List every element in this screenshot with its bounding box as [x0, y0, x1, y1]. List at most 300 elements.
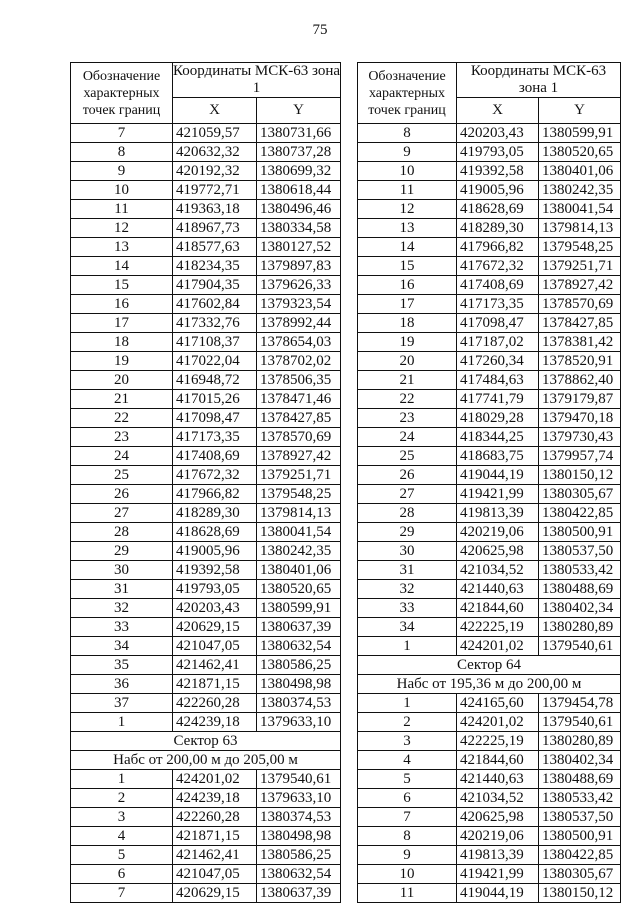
y-cell: 1379540,61 — [539, 713, 621, 732]
x-cell: 417108,37 — [173, 333, 257, 352]
x-cell: 420192,32 — [173, 162, 257, 181]
x-cell: 422225,19 — [457, 732, 539, 751]
y-cell: 1378992,44 — [257, 314, 341, 333]
y-cell: 1379179,87 — [539, 390, 621, 409]
table-row — [71, 295, 341, 314]
section-row — [358, 675, 621, 694]
y-cell: 1379548,25 — [257, 485, 341, 504]
table-row — [71, 181, 341, 200]
y-cell: 1380737,28 — [257, 143, 341, 162]
table-row — [358, 276, 621, 295]
header-designation: Обозначение характерных точек границ — [358, 63, 457, 124]
x-cell: 417260,34 — [457, 352, 539, 371]
table-row — [71, 694, 341, 713]
table-row — [71, 599, 341, 618]
y-cell: 1380401,06 — [257, 561, 341, 580]
y-cell: 1380498,98 — [257, 675, 341, 694]
x-cell: 417015,26 — [173, 390, 257, 409]
y-cell: 1378570,69 — [539, 295, 621, 314]
table-row — [71, 789, 341, 808]
point-cell: 29 — [358, 523, 457, 542]
point-cell: 20 — [71, 371, 173, 390]
x-cell: 421047,05 — [173, 865, 257, 884]
point-cell: 10 — [71, 181, 173, 200]
header-coordinates: Координаты МСК-63 зона 1 — [457, 63, 621, 98]
table-row — [358, 314, 621, 333]
x-cell: 421034,52 — [457, 561, 539, 580]
y-cell: 1380520,65 — [539, 143, 621, 162]
y-cell: 1380041,54 — [539, 200, 621, 219]
point-cell: 23 — [358, 409, 457, 428]
point-cell: 18 — [358, 314, 457, 333]
table-row — [71, 447, 341, 466]
point-cell: 14 — [358, 238, 457, 257]
table-row — [358, 694, 621, 713]
point-cell: 15 — [71, 276, 173, 295]
x-cell: 421462,41 — [173, 846, 257, 865]
table-row — [71, 827, 341, 846]
y-cell: 1379633,10 — [257, 789, 341, 808]
section-row — [71, 732, 341, 751]
table-row — [71, 846, 341, 865]
page-number: 75 — [312, 22, 328, 38]
y-cell: 1380305,67 — [539, 485, 621, 504]
point-cell: 1 — [71, 770, 173, 789]
coordinates-table-left — [70, 62, 341, 903]
x-cell: 422260,28 — [173, 694, 257, 713]
x-cell: 420629,15 — [173, 884, 257, 903]
x-cell: 417484,63 — [457, 371, 539, 390]
y-cell: 1380599,91 — [257, 599, 341, 618]
table-row — [71, 504, 341, 523]
table-row — [358, 808, 621, 827]
table-row — [358, 295, 621, 314]
point-cell: 8 — [71, 143, 173, 162]
y-cell: 1379540,61 — [257, 770, 341, 789]
table-row — [71, 808, 341, 827]
x-cell: 421440,63 — [457, 770, 539, 789]
x-cell: 420629,15 — [173, 618, 257, 637]
point-cell: 11 — [358, 181, 457, 200]
y-cell: 1378862,40 — [539, 371, 621, 390]
table-row — [358, 884, 621, 903]
point-cell: 1 — [358, 637, 457, 656]
point-cell: 9 — [358, 846, 457, 865]
y-cell: 1378520,91 — [539, 352, 621, 371]
point-cell: 18 — [71, 333, 173, 352]
table-body-left — [71, 124, 341, 903]
y-cell: 1378506,35 — [257, 371, 341, 390]
table-row — [71, 865, 341, 884]
table-row — [358, 732, 621, 751]
table-row — [71, 466, 341, 485]
x-cell: 419421,99 — [457, 865, 539, 884]
x-cell: 421844,60 — [457, 599, 539, 618]
point-cell: 26 — [71, 485, 173, 504]
table-row — [71, 371, 341, 390]
table-row — [358, 124, 621, 143]
point-cell: 14 — [71, 257, 173, 276]
section-row — [71, 751, 341, 770]
point-cell: 11 — [71, 200, 173, 219]
point-cell: 37 — [71, 694, 173, 713]
table-row — [358, 618, 621, 637]
point-cell: 10 — [358, 162, 457, 181]
x-cell: 421871,15 — [173, 827, 257, 846]
y-cell: 1380731,66 — [257, 124, 341, 143]
section-row — [358, 656, 621, 675]
y-cell: 1380500,91 — [539, 523, 621, 542]
table-row — [358, 751, 621, 770]
point-cell: 36 — [71, 675, 173, 694]
x-cell: 424201,02 — [457, 713, 539, 732]
x-cell: 419392,58 — [457, 162, 539, 181]
y-cell: 1380150,12 — [539, 466, 621, 485]
table-row — [358, 504, 621, 523]
table-row — [358, 333, 621, 352]
table-row — [71, 257, 341, 276]
point-cell: 17 — [71, 314, 173, 333]
y-cell: 1380422,85 — [539, 846, 621, 865]
x-cell: 421059,57 — [173, 124, 257, 143]
y-cell: 1380500,91 — [539, 827, 621, 846]
header-y: Y — [539, 98, 621, 124]
point-cell: 8 — [358, 124, 457, 143]
x-cell: 421440,63 — [457, 580, 539, 599]
y-cell: 1379251,71 — [257, 466, 341, 485]
table-row — [71, 124, 341, 143]
table-row — [71, 143, 341, 162]
y-cell: 1380402,34 — [539, 599, 621, 618]
y-cell: 1380374,53 — [257, 694, 341, 713]
table-row — [358, 865, 621, 884]
y-cell: 1379633,10 — [257, 713, 341, 732]
table-row — [358, 523, 621, 542]
point-cell: 15 — [358, 257, 457, 276]
y-cell: 1379470,18 — [539, 409, 621, 428]
y-cell: 1379897,83 — [257, 257, 341, 276]
point-cell: 23 — [71, 428, 173, 447]
point-cell: 7 — [71, 124, 173, 143]
point-cell: 12 — [358, 200, 457, 219]
table-row — [71, 428, 341, 447]
x-cell: 417187,02 — [457, 333, 539, 352]
table-row — [358, 485, 621, 504]
table-row — [71, 542, 341, 561]
x-cell: 421462,41 — [173, 656, 257, 675]
table-row — [358, 466, 621, 485]
x-cell: 417408,69 — [457, 276, 539, 295]
point-cell: 5 — [358, 770, 457, 789]
x-cell: 417672,32 — [173, 466, 257, 485]
point-cell: 25 — [358, 447, 457, 466]
point-cell: 33 — [358, 599, 457, 618]
point-cell: 25 — [71, 466, 173, 485]
table-row — [71, 333, 341, 352]
y-cell: 1379626,33 — [257, 276, 341, 295]
table-row — [71, 656, 341, 675]
x-cell: 419793,05 — [457, 143, 539, 162]
point-cell: 21 — [71, 390, 173, 409]
header-coordinates: Координаты МСК-63 зона 1 — [173, 63, 341, 96]
table-row — [358, 599, 621, 618]
x-cell: 422260,28 — [173, 808, 257, 827]
table-row — [358, 637, 621, 656]
point-cell: 24 — [71, 447, 173, 466]
point-cell: 4 — [71, 827, 173, 846]
point-cell: 17 — [358, 295, 457, 314]
table-row — [71, 352, 341, 371]
point-cell: 27 — [71, 504, 173, 523]
y-cell: 1378927,42 — [539, 276, 621, 295]
y-cell: 1380150,12 — [539, 884, 621, 903]
y-cell: 1378471,46 — [257, 390, 341, 409]
x-cell: 424165,60 — [457, 694, 539, 713]
y-cell: 1378654,03 — [257, 333, 341, 352]
point-cell: 29 — [71, 542, 173, 561]
point-cell: 21 — [358, 371, 457, 390]
x-cell: 417408,69 — [173, 447, 257, 466]
table-row — [358, 371, 621, 390]
point-cell: 27 — [358, 485, 457, 504]
point-cell: 16 — [71, 295, 173, 314]
y-cell: 1380632,54 — [257, 865, 341, 884]
table-row — [71, 884, 341, 903]
y-cell: 1379814,13 — [257, 504, 341, 523]
y-cell: 1380488,69 — [539, 580, 621, 599]
x-cell: 420219,06 — [457, 827, 539, 846]
y-cell: 1380401,06 — [539, 162, 621, 181]
table-row — [71, 580, 341, 599]
x-cell: 419005,96 — [173, 542, 257, 561]
y-cell: 1378570,69 — [257, 428, 341, 447]
point-cell: 6 — [71, 865, 173, 884]
x-cell: 418289,30 — [173, 504, 257, 523]
table-row — [358, 770, 621, 789]
y-cell: 1378381,42 — [539, 333, 621, 352]
y-cell: 1380637,39 — [257, 618, 341, 637]
table-row — [358, 162, 621, 181]
y-cell: 1380334,58 — [257, 219, 341, 238]
point-cell: 3 — [358, 732, 457, 751]
y-cell: 1380242,35 — [539, 181, 621, 200]
x-cell: 417022,04 — [173, 352, 257, 371]
point-cell: 24 — [358, 428, 457, 447]
header-x: X — [173, 98, 257, 124]
point-cell: 1 — [71, 713, 173, 732]
coordinates-table-right — [357, 62, 621, 903]
point-cell: 7 — [71, 884, 173, 903]
x-cell: 418628,69 — [457, 200, 539, 219]
point-cell: 30 — [358, 542, 457, 561]
x-cell: 420625,98 — [457, 808, 539, 827]
x-cell: 420203,43 — [457, 124, 539, 143]
x-cell: 420219,06 — [457, 523, 539, 542]
x-cell: 419005,96 — [457, 181, 539, 200]
table-row — [358, 789, 621, 808]
point-cell: 28 — [71, 523, 173, 542]
table-row — [358, 580, 621, 599]
point-cell: 35 — [71, 656, 173, 675]
y-cell: 1380488,69 — [539, 770, 621, 789]
x-cell: 417672,32 — [457, 257, 539, 276]
table-row — [358, 428, 621, 447]
table-row — [71, 713, 341, 732]
x-cell: 420625,98 — [457, 542, 539, 561]
section-title: Набс от 195,36 м до 200,00 м — [358, 675, 621, 694]
section-title: Сектор 63 — [71, 732, 341, 751]
x-cell: 418628,69 — [173, 523, 257, 542]
y-cell: 1380242,35 — [257, 542, 341, 561]
table-row — [358, 713, 621, 732]
x-cell: 420632,32 — [173, 143, 257, 162]
y-cell: 1378702,02 — [257, 352, 341, 371]
table-row — [358, 846, 621, 865]
y-cell: 1378927,42 — [257, 447, 341, 466]
header-x: X — [457, 98, 539, 124]
table-row — [358, 561, 621, 580]
x-cell: 419044,19 — [457, 884, 539, 903]
table-row — [358, 447, 621, 466]
x-cell: 417904,35 — [173, 276, 257, 295]
point-cell: 28 — [358, 504, 457, 523]
table-row — [71, 238, 341, 257]
x-cell: 419392,58 — [173, 561, 257, 580]
y-cell: 1380533,42 — [539, 789, 621, 808]
y-cell: 1380699,32 — [257, 162, 341, 181]
point-cell: 31 — [358, 561, 457, 580]
x-cell: 417098,47 — [457, 314, 539, 333]
point-cell: 11 — [358, 884, 457, 903]
x-cell: 424201,02 — [457, 637, 539, 656]
y-cell: 1380637,39 — [257, 884, 341, 903]
x-cell: 419363,18 — [173, 200, 257, 219]
y-cell: 1380041,54 — [257, 523, 341, 542]
y-cell: 1380280,89 — [539, 618, 621, 637]
x-cell: 417332,76 — [173, 314, 257, 333]
point-cell: 34 — [71, 637, 173, 656]
x-cell: 418683,75 — [457, 447, 539, 466]
x-cell: 418344,25 — [457, 428, 539, 447]
y-cell: 1379251,71 — [539, 257, 621, 276]
table-row — [358, 390, 621, 409]
table-row — [358, 827, 621, 846]
point-cell: 20 — [358, 352, 457, 371]
x-cell: 417173,35 — [173, 428, 257, 447]
table-row — [71, 409, 341, 428]
table-row — [71, 276, 341, 295]
table-row — [71, 219, 341, 238]
y-cell: 1380496,46 — [257, 200, 341, 219]
x-cell: 421844,60 — [457, 751, 539, 770]
table-row — [71, 485, 341, 504]
x-cell: 418967,73 — [173, 219, 257, 238]
x-cell: 424239,18 — [173, 789, 257, 808]
table-row — [358, 409, 621, 428]
point-cell: 1 — [358, 694, 457, 713]
point-cell: 32 — [71, 599, 173, 618]
table-row — [358, 143, 621, 162]
point-cell: 13 — [358, 219, 457, 238]
y-cell: 1380498,98 — [257, 827, 341, 846]
x-cell: 420203,43 — [173, 599, 257, 618]
y-cell: 1378427,85 — [539, 314, 621, 333]
x-cell: 417098,47 — [173, 409, 257, 428]
table-row — [358, 219, 621, 238]
point-cell: 2 — [71, 789, 173, 808]
point-cell: 32 — [358, 580, 457, 599]
y-cell: 1380520,65 — [257, 580, 341, 599]
section-title: Набс от 200,00 м до 205,00 м — [71, 751, 341, 770]
point-cell: 9 — [358, 143, 457, 162]
point-cell: 5 — [71, 846, 173, 865]
y-cell: 1380586,25 — [257, 846, 341, 865]
table-row — [71, 162, 341, 181]
y-cell: 1378427,85 — [257, 409, 341, 428]
table-row — [358, 200, 621, 219]
x-cell: 416948,72 — [173, 371, 257, 390]
y-cell: 1380533,42 — [539, 561, 621, 580]
x-cell: 419772,71 — [173, 181, 257, 200]
point-cell: 13 — [71, 238, 173, 257]
x-cell: 419044,19 — [457, 466, 539, 485]
section-title: Сектор 64 — [358, 656, 621, 675]
point-cell: 12 — [71, 219, 173, 238]
x-cell: 417173,35 — [457, 295, 539, 314]
table-row — [71, 770, 341, 789]
table-row — [358, 238, 621, 257]
y-cell: 1379957,74 — [539, 447, 621, 466]
x-cell: 421034,52 — [457, 789, 539, 808]
x-cell: 419813,39 — [457, 504, 539, 523]
point-cell: 4 — [358, 751, 457, 770]
point-cell: 34 — [358, 618, 457, 637]
x-cell: 421871,15 — [173, 675, 257, 694]
y-cell: 1379454,78 — [539, 694, 621, 713]
table-row — [71, 523, 341, 542]
y-cell: 1380537,50 — [539, 808, 621, 827]
x-cell: 417741,79 — [457, 390, 539, 409]
point-cell: 6 — [358, 789, 457, 808]
point-cell: 19 — [358, 333, 457, 352]
x-cell: 419421,99 — [457, 485, 539, 504]
y-cell: 1380305,67 — [539, 865, 621, 884]
y-cell: 1380537,50 — [539, 542, 621, 561]
y-cell: 1379323,54 — [257, 295, 341, 314]
x-cell: 418577,63 — [173, 238, 257, 257]
table-row — [71, 200, 341, 219]
y-cell: 1380127,52 — [257, 238, 341, 257]
table-row — [71, 561, 341, 580]
y-cell: 1380280,89 — [539, 732, 621, 751]
table-row — [71, 675, 341, 694]
point-cell: 3 — [71, 808, 173, 827]
y-cell: 1380618,44 — [257, 181, 341, 200]
point-cell: 22 — [71, 409, 173, 428]
header-designation: Обозначение характерных точек границ — [71, 63, 173, 124]
y-cell: 1379814,13 — [539, 219, 621, 238]
table-row — [71, 390, 341, 409]
y-cell: 1379540,61 — [539, 637, 621, 656]
y-cell: 1380422,85 — [539, 504, 621, 523]
point-cell: 7 — [358, 808, 457, 827]
point-cell: 2 — [358, 713, 457, 732]
point-cell: 9 — [71, 162, 173, 181]
x-cell: 424239,18 — [173, 713, 257, 732]
x-cell: 417602,84 — [173, 295, 257, 314]
point-cell: 30 — [71, 561, 173, 580]
table-body-right — [358, 124, 621, 903]
